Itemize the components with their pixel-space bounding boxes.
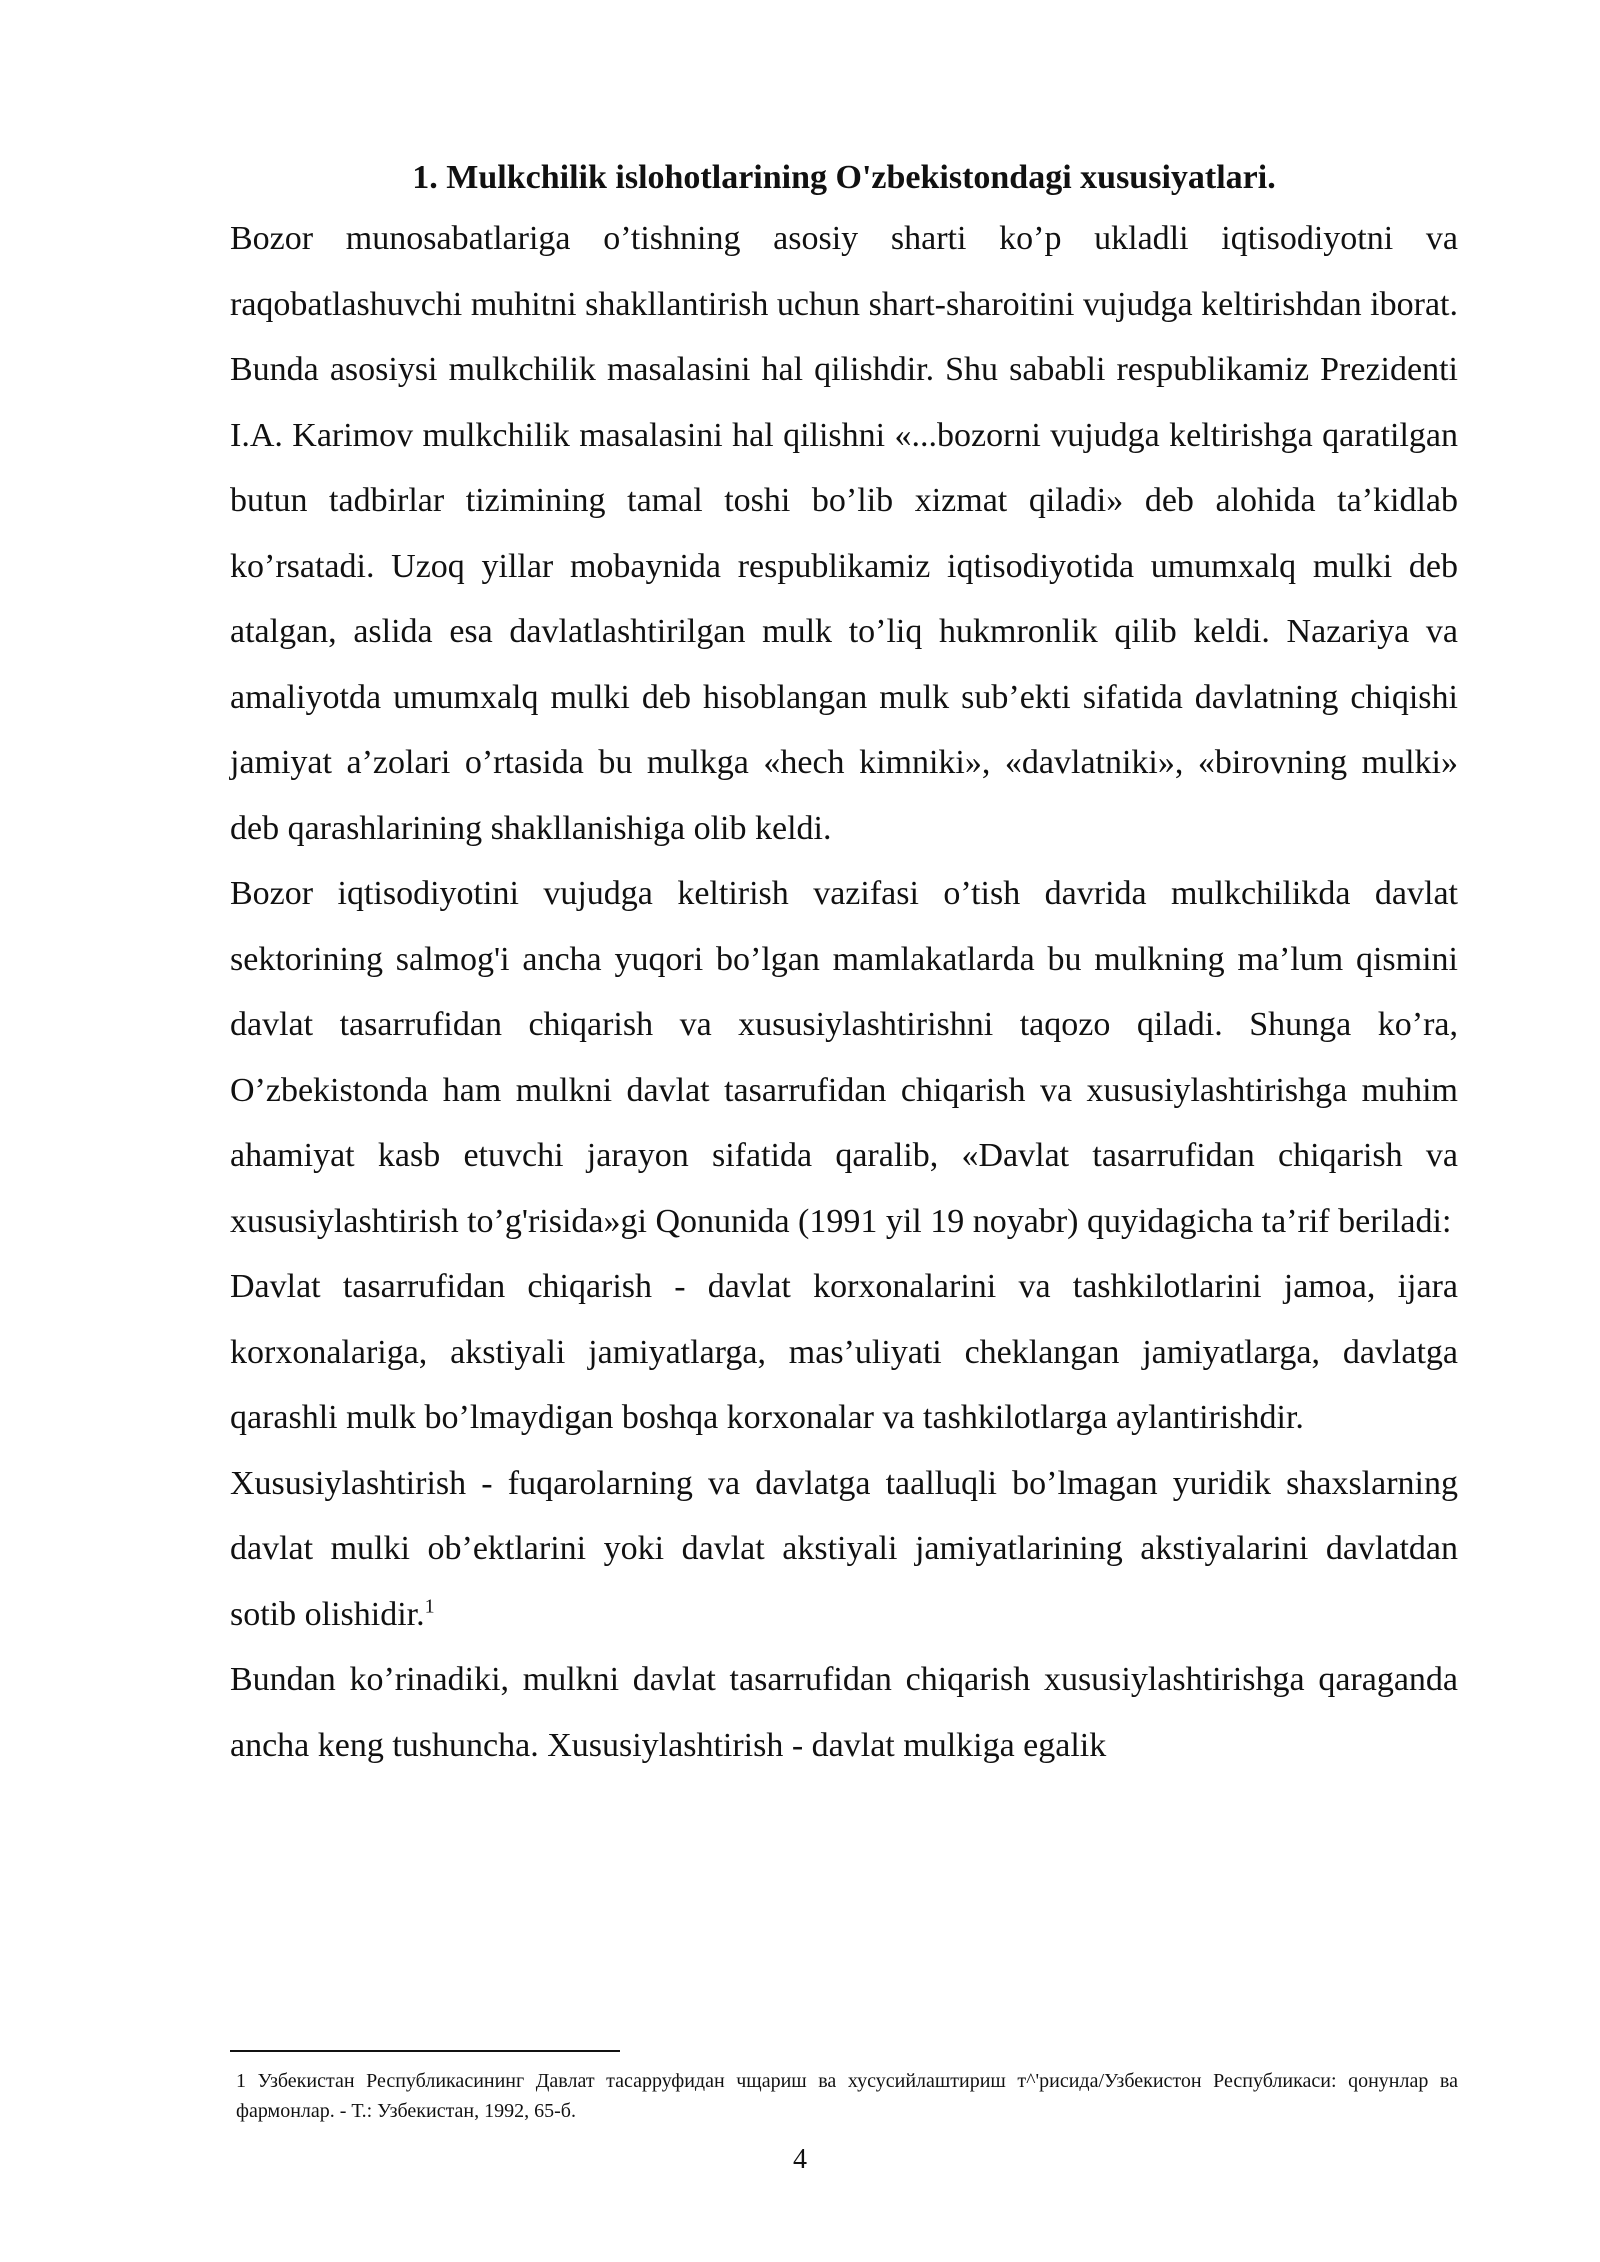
- paragraph-4-text: Xususiylashtirish - fuqarolarning va davlatga taalluqli bo’lmagan yuridik shaxslarning davlat mulki ob’ektlarini yoki davlat akstiyali jamiyatlarining akstiyalarini davlatdan sotib olishidir.: [230, 1464, 1458, 1633]
- page-number: 4: [793, 2144, 807, 2175]
- paragraph-4: [230, 1451, 1458, 1648]
- paragraph-2: Bozor iqtisodiyotini vujudga keltirish vazifasi o’tish davrida mulkchilikda davlat sektorining salmog'i ancha yuqori bo’lgan mamlakatlarda bu mulkning ma’lum qismini davlat tasarrufidan chiqarish va xususiylashtirishni taqozo qiladi. Shunga ko’ra, O’zbekistonda ham mulkni davlat tasarrufidan chiqarish va xususiylashtirishga muhim ahamiyat kasb etuvchi jarayon sifatida qaralib, «Davlat tasarrufidan chiqarish va xususiylashtirish to’g'risida»gi Qonunida (1991 yil 19 noyabr) quyidagicha ta’rif beriladi:: [230, 875, 1458, 1240]
- footnote-divider: [230, 2050, 620, 2052]
- page-body: [230, 150, 1458, 1778]
- footnote-reference: 1: [424, 1595, 435, 1618]
- footnote-text: 1 Узбекистан Республикасининг Давлат тасарруфидан чщариш ва хусусийлаштириш т^'рисида/Узбекистон Республикаси: qонунлар ва фармонлар. - Т.: Узбекистан, 1992, 65-б.: [236, 2070, 1458, 2122]
- section-heading: 1. Mulkchilik islohotlarining O'zbekistondagi xususiyatlari.: [412, 159, 1276, 196]
- paragraph-3: Davlat tasarrufidan chiqarish - davlat korxonalarini va tashkilotlarini jamoa, ijara korxonalariga, akstiyali jamiyatlarga, mas’uliyati cheklangan jamiyatlarga, davlatga qarashli mulk bo’lmaydigan boshqa korxonalar va tashkilotlarga aylantirishdir.: [230, 1268, 1458, 1436]
- paragraph-5: Bundan ko’rinadiki, mulkni davlat tasarrufidan chiqarish xususiylashtirishga qaraganda ancha keng tushuncha. Xususiylashtirish - davlat mulkiga egalik: [230, 1661, 1458, 1764]
- paragraph-1: Bozor munosabatlariga o’tishning asosiy sharti ko’p ukladli iqtisodiyotni va raqobatlashuvchi muhitni shakllantirish uchun shart-sharoitini vujudga keltirishdan iborat. Bunda asosiysi mulkchilik masalasini hal qilishdir. Shu sababli respublikamiz Prezidenti I.A. Karimov mulkchilik masalasini hal qilishni «...bozorni vujudga keltirishga qaratilgan butun tadbirlar tizimining tamal toshi bo’lib xizmat qiladi» deb alohida ta’kidlab ko’rsatadi. Uzoq yillar mobaynida respublikamiz iqtisodiyotida umumxalq mulki deb atalgan, aslida esa davlatlashtirilgan mulk to’liq hukmronlik qilib keldi. Nazariya va amaliyotda umumxalq mulki deb hisoblangan mulk sub’ekti sifatida davlatning chiqishi jamiyat a’zolari o’rtasida bu mulkga «hech kimniki», «davlatniki», «birovning mulki» deb qarashlarining shakllanishiga olib keldi.: [230, 220, 1458, 847]
